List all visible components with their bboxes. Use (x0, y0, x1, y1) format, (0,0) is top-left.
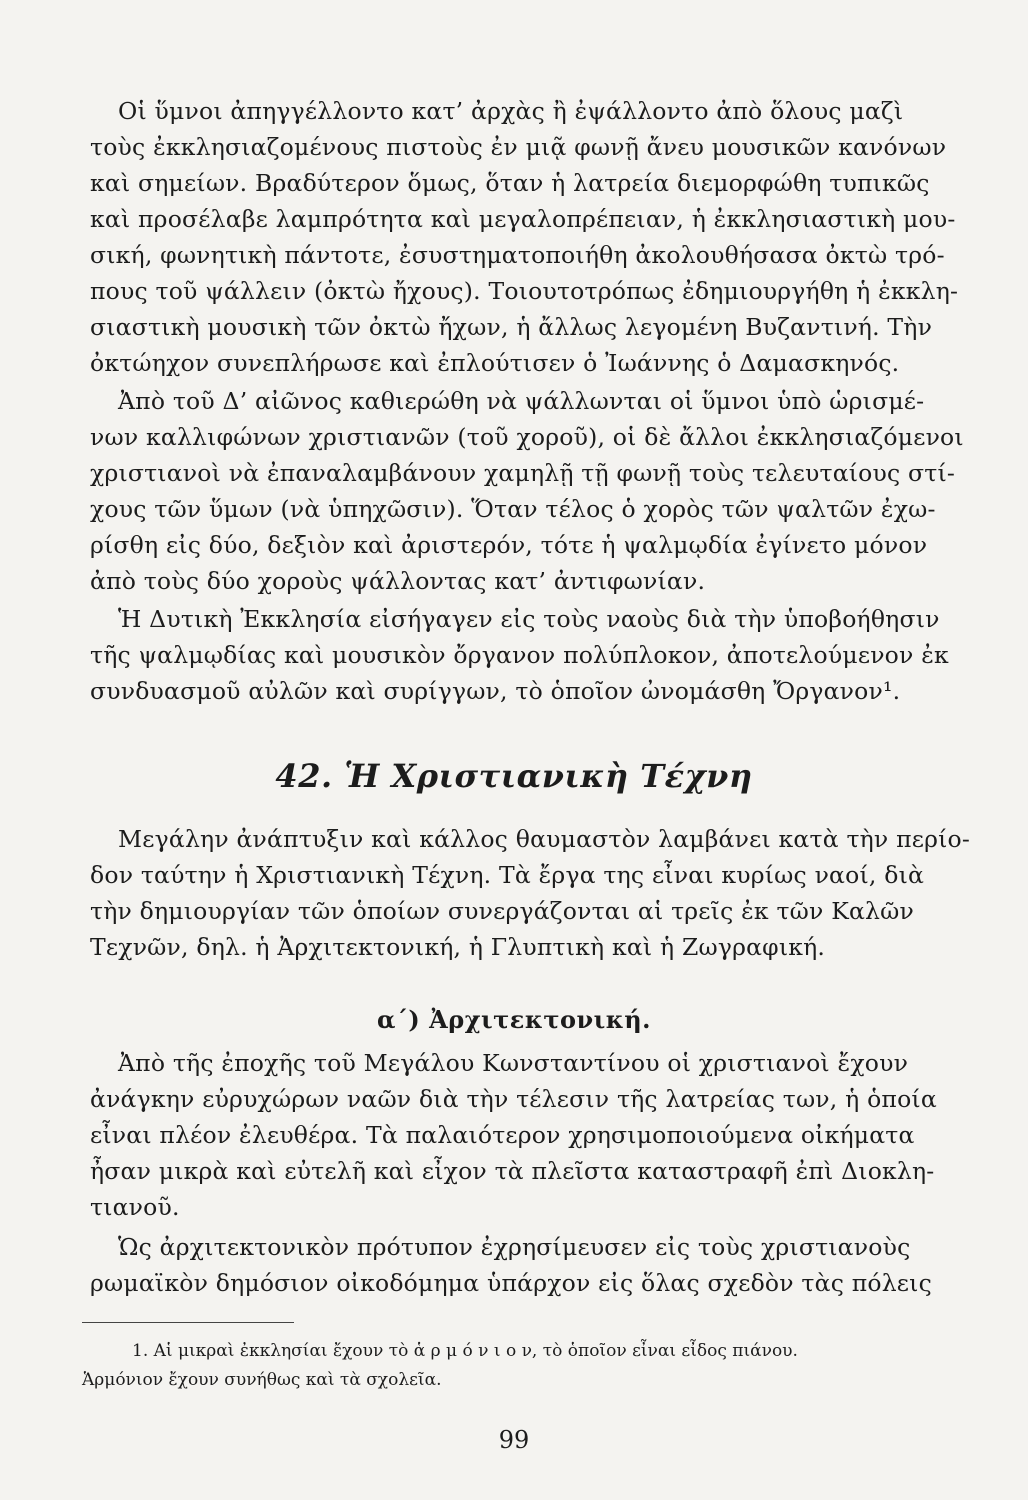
page-number: 99 (498, 1426, 530, 1454)
footnote-divider (82, 1322, 294, 1323)
text-line: τιανοῦ. (90, 1193, 180, 1221)
text-line: συνδυασμοῦ αὐλῶν καὶ συρίγγων, τὸ ὁποῖον ὠνομάσθη Ὄργανον¹. (90, 677, 901, 705)
text-line: Ἡ Δυτικὴ Ἐκκλησία εἰσήγαγεν εἰς τοὺς ναοὺς διὰ τὴν ὑποβοήθησιν (118, 605, 940, 633)
text-line: δον ταύτην ἡ Χριστιανικὴ Τέχνη. Τὰ ἔργα της εἶναι κυρίως ναοί, διὰ (90, 861, 925, 889)
text-line: σιαστικὴ μουσικὴ τῶν ὀκτὼ ἤχων, ἡ ἄλλως λεγομένη Βυζαντινή. Τὴν (90, 313, 933, 341)
text-line: Τεχνῶν, δηλ. ἡ Ἀρχιτεκτονική, ἡ Γλυπτικὴ καὶ ἡ Ζωγραφική. (90, 933, 826, 961)
text-line: Ἀπὸ τοῦ Δ’ αἰῶνος καθιερώθη νὰ ψάλλωνται οἱ ὕμνοι ὑπὸ ὡρισμέ- (118, 387, 925, 415)
text-line: Οἱ ὕμνοι ἀπηγγέλλοντο κατ’ ἀρχὰς ἢ ἐψάλλοντο ἀπὸ ὅλους μαζὶ (118, 97, 904, 125)
footnote-line: 1. Αἱ μικραὶ ἐκκλησίαι ἔχουν τὸ ἁ ρ μ ό ν ι ο ν, τὸ ὁποῖον εἶναι εἶδος πιάνου. (132, 1341, 798, 1361)
text-line: τῆς ψαλμῳδίας καὶ μουσικὸν ὄργανον πολύπλοκον, ἀποτελούμενον ἐκ (90, 641, 949, 669)
text-line: ρίσθη εἰς δύο, δεξιὸν καὶ ἀριστερόν, τότε ἡ ψαλμῳδία ἐγίνετο μόνον (90, 531, 928, 559)
text-line: Μεγάλην ἀνάπτυξιν καὶ κάλλος θαυμαστὸν λαμβάνει κατὰ τὴν περίο- (118, 825, 971, 853)
text-line: ἀνάγκην εὐρυχώρων ναῶν διὰ τὴν τέλεσιν τῆς λατρείας των, ἡ ὁποία (90, 1085, 937, 1113)
text-line: σική, φωνητικὴ πάντοτε, ἐσυστηματοποιήθη ἀκολουθήσασα ὀκτὼ τρό- (90, 241, 945, 269)
subsection-heading: α΄) Ἀρχιτεκτονική. (376, 1005, 652, 1034)
text-line: ἀπὸ τοὺς δύο χοροὺς ψάλλοντας κατ’ ἀντιφωνίαν. (90, 567, 706, 595)
text-line: καὶ προσέλαβε λαμπρότητα καὶ μεγαλοπρέπειαν, ἡ ἐκκλησιαστικὴ μου- (90, 205, 956, 233)
text-line: τοὺς ἐκκλησιαζομένους πιστοὺς ἐν μιᾷ φωνῇ ἄνευ μουσικῶν κανόνων (90, 133, 947, 161)
text-line: ὀκτώηχον συνεπλήρωσε καὶ ἐπλούτισεν ὁ Ἰωάννης ὁ Δαμασκηνός. (90, 349, 900, 377)
text-line: ρωμαϊκὸν δημόσιον οἰκοδόμημα ὑπάρχον εἰς ὅλας σχεδὸν τὰς πόλεις (90, 1269, 932, 1297)
text-line: Ὡς ἀρχιτεκτονικὸν πρότυπον ἐχρησίμευσεν εἰς τοὺς χριστιανοὺς (118, 1233, 911, 1261)
text-line: τὴν δημιουργίαν τῶν ὁποίων συνεργάζονται αἱ τρεῖς ἐκ τῶν Καλῶν (90, 897, 914, 925)
text-line: ἦσαν μικρὰ καὶ εὐτελῆ καὶ εἶχον τὰ πλεῖστα καταστραφῆ ἐπὶ Διοκλη- (90, 1157, 935, 1185)
footnote-line: Ἁρμόνιον ἔχουν συνήθως καὶ τὰ σχολεῖα. (82, 1370, 442, 1390)
text-line: χους τῶν ὕμων (νὰ ὑπηχῶσιν). Ὅταν τέλος ὁ χορὸς τῶν ψαλτῶν ἐχω- (90, 495, 936, 523)
text-line: Ἀπὸ τῆς ἐποχῆς τοῦ Μεγάλου Κωνσταντίνου οἱ χριστιανοὶ ἔχουν (118, 1049, 909, 1077)
text-line: νων καλλιφώνων χριστιανῶν (τοῦ χοροῦ), οἱ δὲ ἄλλοι ἐκκλησιαζόμενοι (90, 423, 964, 451)
text-line: καὶ σημείων. Βραδύτερον ὅμως, ὅταν ἡ λατρεία διεμορφώθη τυπικῶς (90, 169, 930, 197)
text-line: εἶναι πλέον ἐλευθέρα. Τὰ παλαιότερον χρησιμοποιούμενα οἰκήματα (90, 1121, 915, 1149)
section-heading: 42. Ἡ Χριστιανικὴ Τέχνη (275, 757, 753, 795)
text-line: χριστιανοὶ νὰ ἐπαναλαμβάνουν χαμηλῇ τῇ φωνῇ τοὺς τελευταίους στί- (90, 459, 956, 487)
text-line: πους τοῦ ψάλλειν (ὀκτὼ ἤχους). Τοιουτοτρόπως ἐδημιουργήθη ἡ ἐκκλη- (90, 277, 959, 305)
